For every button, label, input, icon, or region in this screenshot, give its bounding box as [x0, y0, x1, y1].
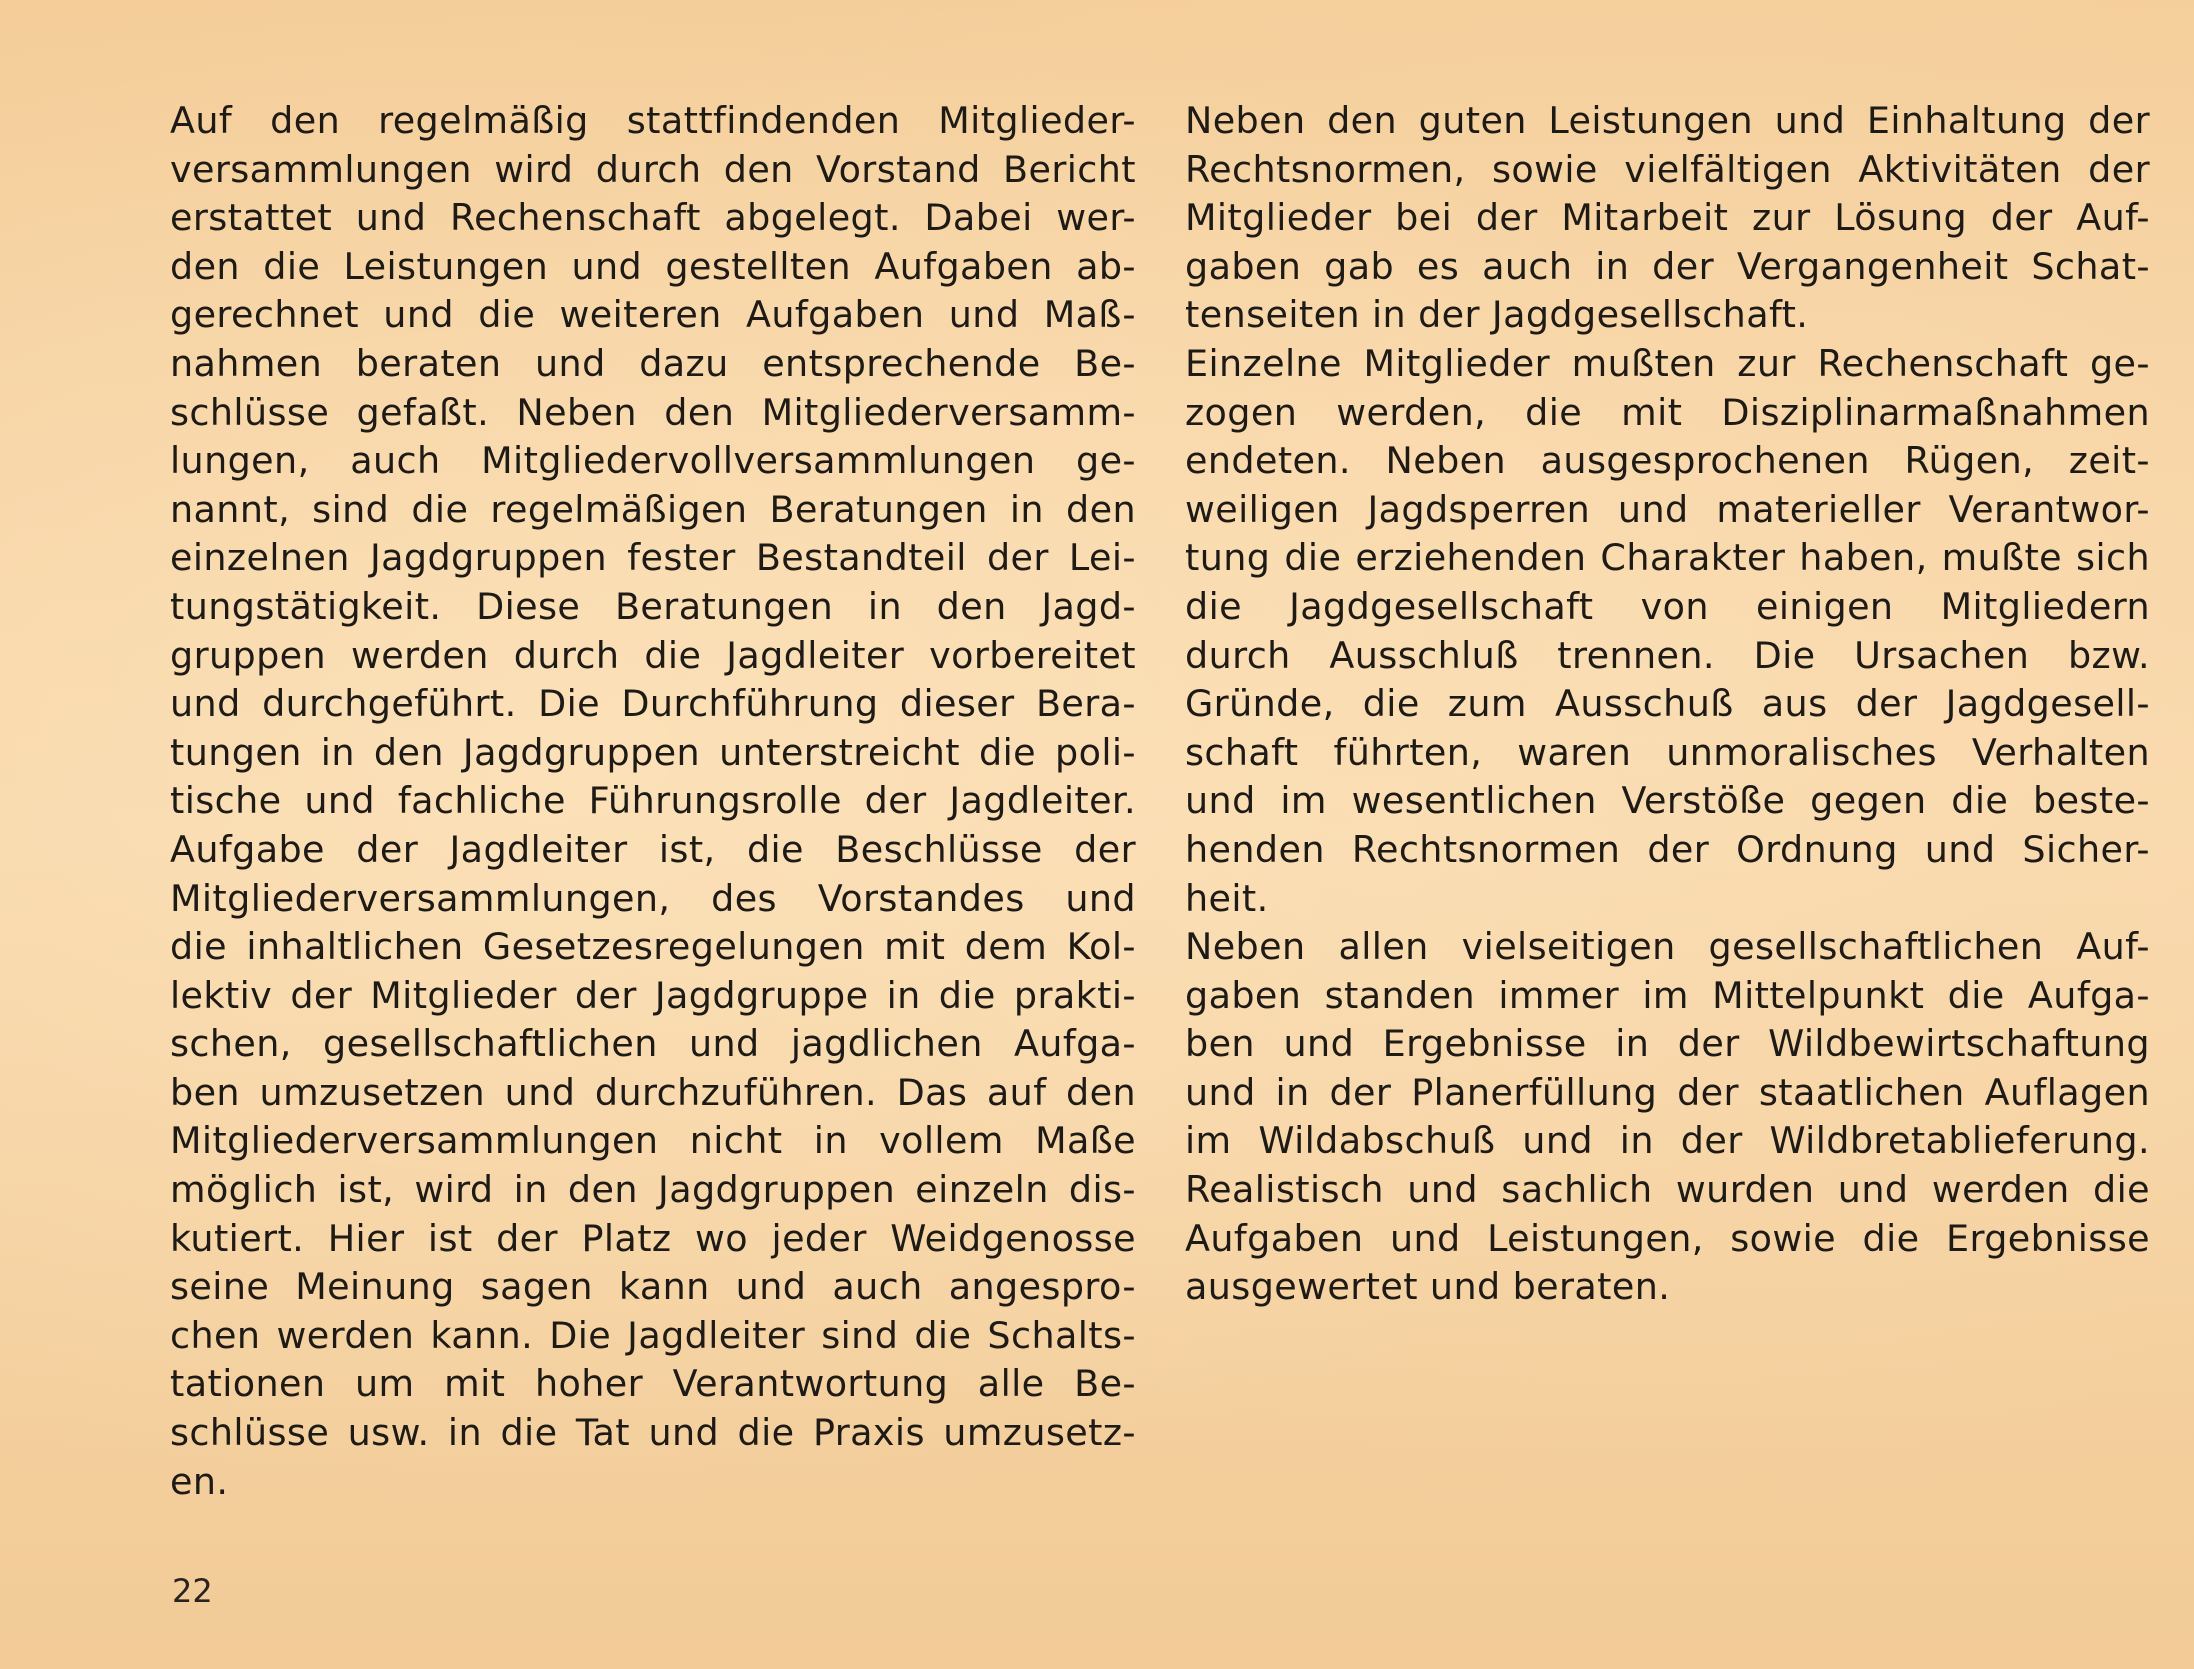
text-line: nahmen beraten und dazu entsprechende Be- — [170, 341, 1136, 385]
text-line: Aufgaben und Leistungen, sowie die Ergebnisse — [1185, 1216, 2150, 1260]
text-line: Mitgliederversammlungen, des Vorstandes und — [170, 876, 1136, 920]
text-line: die Jagdgesellschaft von einigen Mitgliedern — [1185, 584, 2150, 628]
text-line: einzelnen Jagdgruppen fester Bestandteil der Lei- — [170, 536, 1136, 580]
text-line: die inhaltlichen Gesetzesregelungen mit dem Kol- — [170, 925, 1136, 969]
left-text-column — [170, 97, 1136, 1506]
text-line: durch Ausschluß trennen. Die Ursachen bzw. — [1185, 633, 2150, 677]
text-line: gaben gab es auch in der Vergangenheit Schat- — [1185, 244, 2150, 288]
text-line: im Wildabschuß und in der Wildbretablieferung. — [1185, 1119, 2150, 1163]
text-line: ausgewertet und beraten. — [1185, 1265, 1671, 1309]
text-line: endeten. Neben ausgesprochenen Rügen, zeit- — [1185, 439, 2150, 483]
text-line: tische und fachliche Führungsrolle der Jagdleiter. — [170, 779, 1136, 823]
text-line: ben und Ergebnisse in der Wildbewirtschaftung — [1185, 1022, 2150, 1066]
text-line: Rechtsnormen, sowie vielfältigen Aktivitäten der — [1185, 147, 2150, 191]
text-line: en. — [170, 1459, 229, 1503]
text-line: tationen um mit hoher Verantwortung alle Be- — [170, 1362, 1136, 1406]
text-line: tenseiten in der Jagdgesellschaft. — [1185, 293, 1809, 337]
text-line: gerechnet und die weiteren Aufgaben und Maß- — [170, 293, 1136, 337]
text-line: schaft führten, waren unmoralisches Verhalten — [1185, 730, 2150, 774]
text-line: Gründe, die zum Ausschuß aus der Jagdgesell- — [1185, 682, 2150, 726]
text-line: Einzelne Mitglieder mußten zur Rechenschaft ge- — [1185, 341, 2150, 385]
text-line: Realistisch und sachlich wurden und werden die — [1185, 1168, 2150, 1212]
text-line: henden Rechtsnormen der Ordnung und Sicher- — [1185, 827, 2150, 871]
text-line: schlüsse gefaßt. Neben den Mitgliederversamm- — [170, 390, 1136, 434]
text-line: und durchgeführt. Die Durchführung dieser Bera- — [170, 682, 1136, 726]
text-line: tungstätigkeit. Diese Beratungen in den Jagd- — [170, 584, 1136, 628]
text-line: möglich ist, wird in den Jagdgruppen einzeln dis- — [170, 1168, 1136, 1212]
text-line: weiligen Jagdsperren und materieller Verantwor- — [1185, 487, 2150, 531]
right-text-column — [1185, 97, 2150, 1312]
text-line: gaben standen immer im Mittelpunkt die Aufga- — [1185, 973, 2150, 1017]
text-line: Auf den regelmäßig stattfindenden Mitglieder- — [170, 99, 1136, 142]
text-line: nannt, sind die regelmäßigen Beratungen in den — [170, 487, 1136, 531]
text-line: gruppen werden durch die Jagdleiter vorbereitet — [170, 633, 1136, 677]
text-line: schen, gesellschaftlichen und jagdlichen Aufga- — [170, 1022, 1136, 1066]
text-line: chen werden kann. Die Jagdleiter sind die Schalts- — [170, 1313, 1136, 1357]
text-line: und im wesentlichen Verstöße gegen die beste- — [1185, 779, 2150, 823]
text-line: versammlungen wird durch den Vorstand Bericht — [170, 147, 1136, 191]
text-line: lungen, auch Mitgliedervollversammlungen ge- — [170, 439, 1136, 483]
text-line: lektiv der Mitglieder der Jagdgruppe in die prakti- — [170, 973, 1136, 1017]
text-line: schlüsse usw. in die Tat und die Praxis umzusetz- — [170, 1411, 1136, 1455]
text-line: und in der Planerfüllung der staatlichen Auflagen — [1185, 1070, 2150, 1114]
text-line: kutiert. Hier ist der Platz wo jeder Weidgenosse — [170, 1216, 1136, 1260]
text-line: den die Leistungen und gestellten Aufgaben ab- — [170, 244, 1136, 288]
text-line: tung die erziehenden Charakter haben, mußte sich — [1185, 536, 2150, 580]
text-line: Neben allen vielseitigen gesellschaftlichen Auf- — [1185, 925, 2150, 969]
text-line: heit. — [1185, 876, 1269, 920]
text-line: Mitglieder bei der Mitarbeit zur Lösung der Auf- — [1185, 196, 2150, 240]
text-line: Aufgabe der Jagdleiter ist, die Beschlüsse der — [170, 827, 1136, 871]
text-line: seine Meinung sagen kann und auch angespro- — [170, 1265, 1136, 1309]
text-line: zogen werden, die mit Disziplinarmaßnahmen — [1185, 390, 2150, 434]
text-line: Neben den guten Leistungen und Einhaltung der — [1185, 99, 2150, 142]
text-line: ben umzusetzen und durchzuführen. Das auf den — [170, 1070, 1136, 1114]
text-line: tungen in den Jagdgruppen unterstreicht die poli- — [170, 730, 1136, 774]
text-line: Mitgliederversammlungen nicht in vollem Maße — [170, 1119, 1136, 1163]
text-line: erstattet und Rechenschaft abgelegt. Dabei wer- — [170, 196, 1136, 240]
page-number: 22 — [172, 1572, 213, 1610]
